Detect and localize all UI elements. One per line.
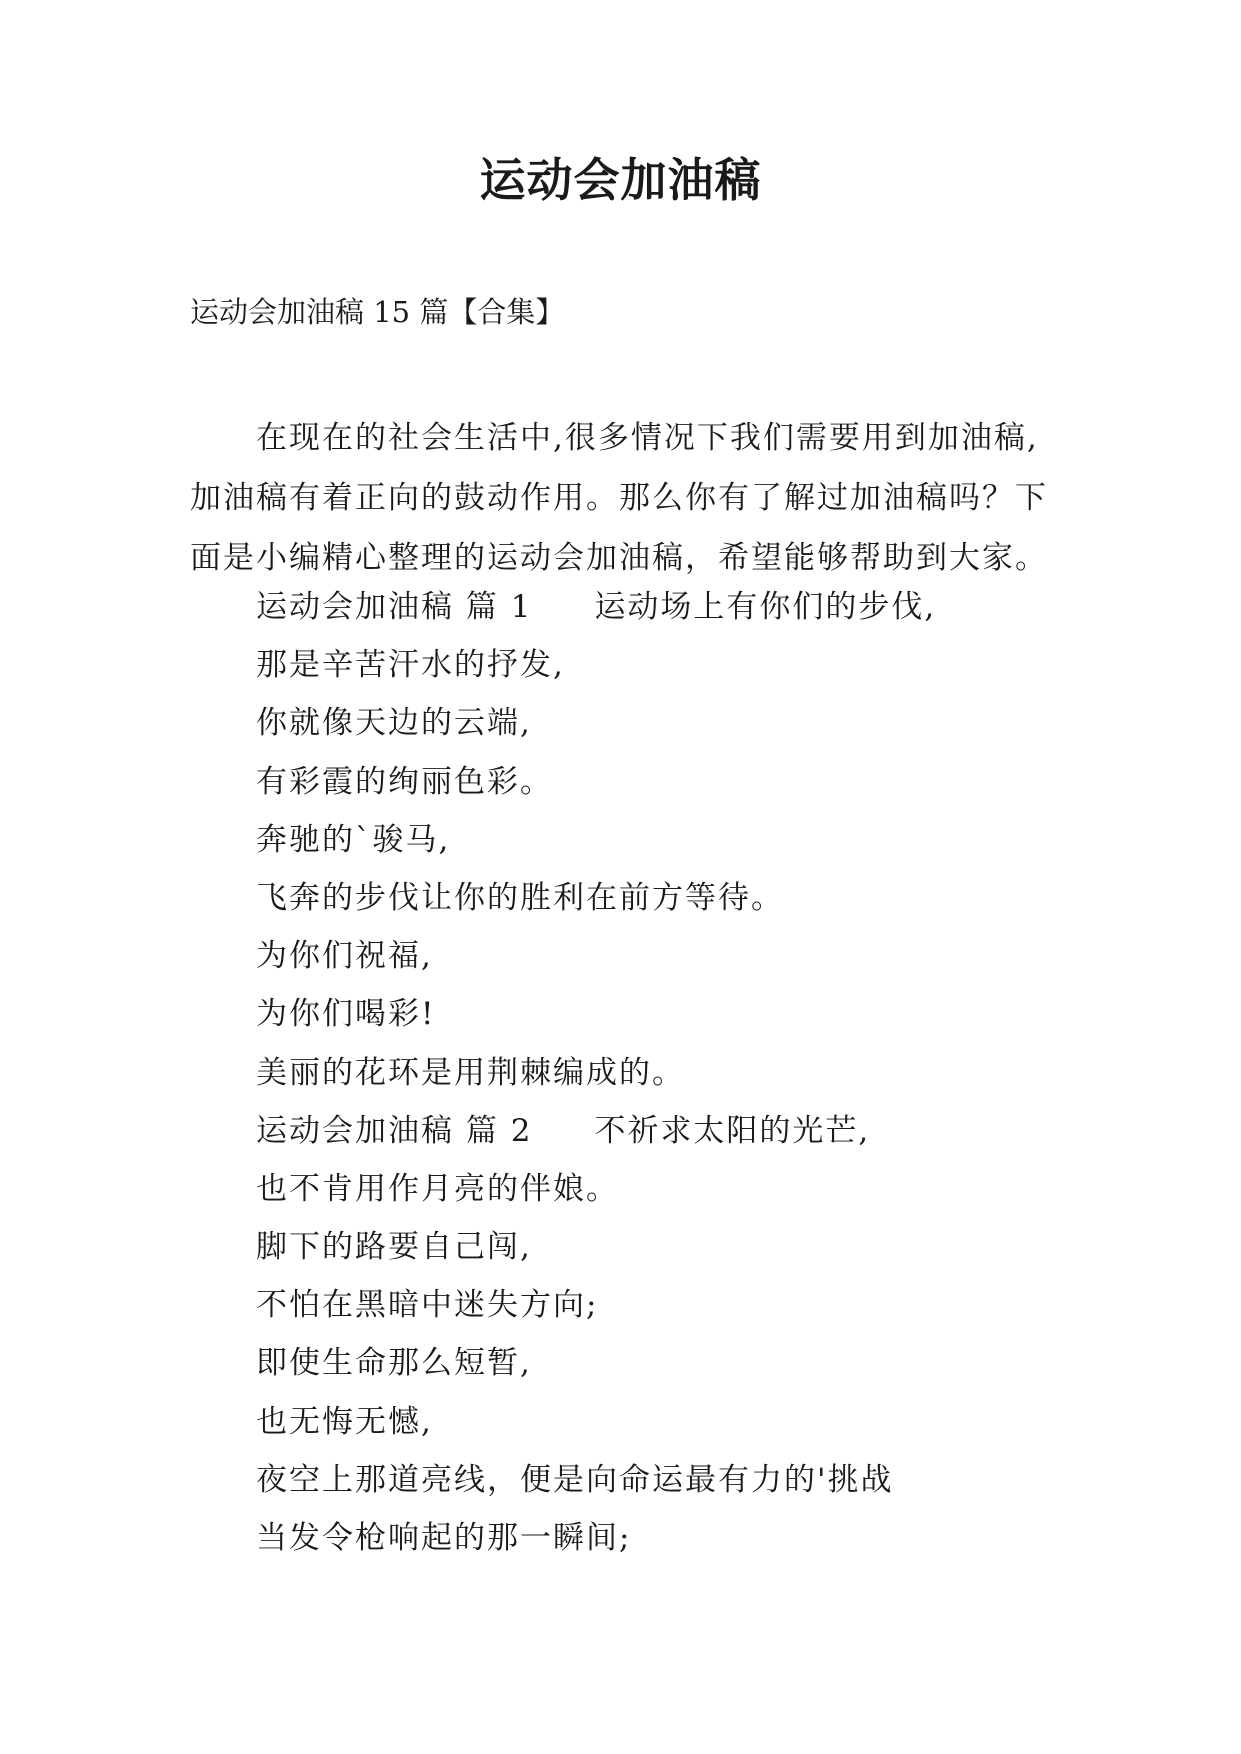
poem-line: 脚下的路要自己闯, (256, 1229, 532, 1266)
poem-line: 奔驰的`骏马, (256, 821, 451, 858)
poem-line: 当发令枪响起的那一瞬间; (256, 1520, 632, 1556)
poem-line: 夜空上那道亮线，便是向命运最有力的'挑战 (256, 1461, 894, 1498)
intro-line: 加油稿有着正向的鼓动作用。那么你有了解过加油稿吗？下 (190, 480, 1048, 516)
document-subtitle: 运动会加油稿 15 篇【合集】 (190, 295, 565, 329)
poem-line: 那是辛苦汗水的抒发, (256, 647, 565, 684)
section-1-heading: 运动会加油稿 篇 1 (256, 589, 533, 625)
poem-line: 不怕在黑暗中迷失方向; (256, 1287, 599, 1324)
poem-line: 运动场上有你们的步伐, (594, 589, 937, 625)
document-title: 运动会加油稿 (479, 153, 762, 207)
intro-line: 面是小编精心整理的运动会加油稿，希望能够帮助到大家。 (190, 540, 1048, 576)
intro-line: 在现在的社会生活中,很多情况下我们需要用到加油稿, (256, 420, 1039, 456)
poem-line: 即使生命那么短暂, (256, 1345, 532, 1382)
poem-line: 你就像天边的云端, (256, 705, 532, 742)
section-2-heading: 运动会加油稿 篇 2 (256, 1112, 533, 1149)
poem-line: 为你们祝福, (256, 938, 433, 975)
poem-line: 有彩霞的绚丽色彩。 (256, 763, 553, 800)
poem-line: 美丽的花环是用荆棘编成的。 (256, 1054, 685, 1091)
poem-line: 不祈求太阳的光芒, (594, 1112, 871, 1149)
poem-body (256, 586, 1156, 1575)
section-1-first-line (256, 586, 1156, 644)
poem-line: 也无悔无憾, (256, 1403, 433, 1440)
poem-line: 也不肯用作月亮的伴娘。 (256, 1170, 619, 1207)
poem-line: 飞奔的步伐让你的胜利在前方等待。 (256, 879, 784, 916)
section-2-first-line (256, 1110, 1156, 1168)
intro-paragraph (190, 408, 1090, 588)
poem-line: 为你们喝彩! (256, 996, 436, 1033)
